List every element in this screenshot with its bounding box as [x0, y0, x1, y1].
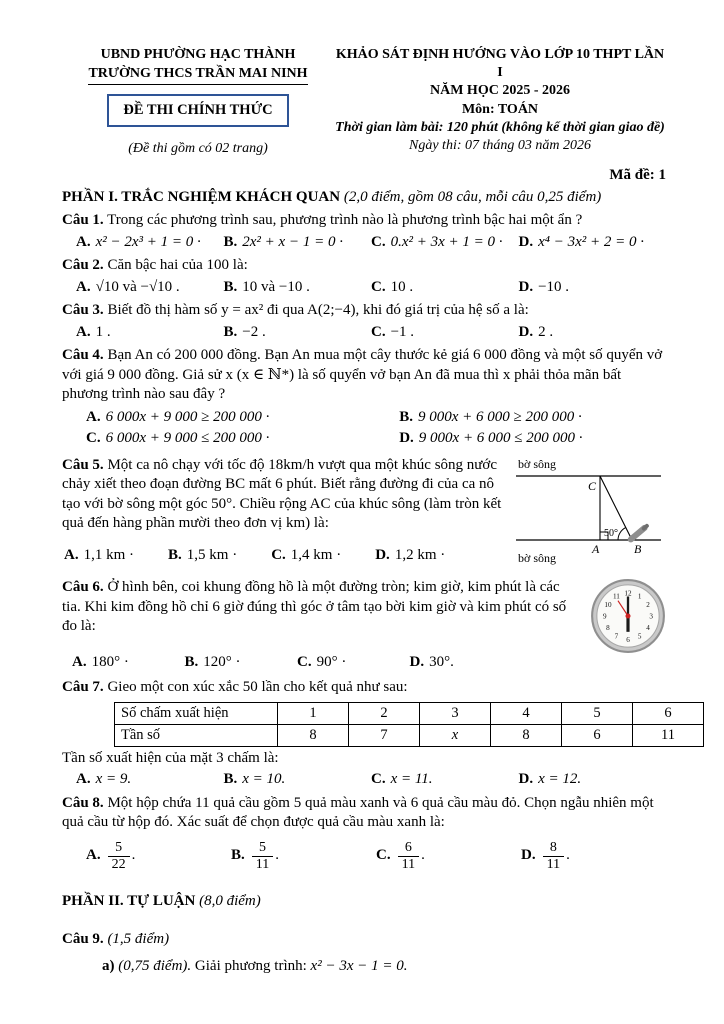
option-3a [76, 323, 224, 343]
question-9-label: Câu 9. [62, 930, 104, 947]
option-6a-text: 180° · [91, 653, 129, 670]
exam-code: Mã đề: 1 [609, 167, 666, 184]
clock-number-6: 6 [626, 636, 630, 645]
question-2-options [76, 278, 666, 298]
option-4b [399, 408, 666, 428]
question-6-column [62, 578, 578, 674]
freq-cell-1: 8 [278, 724, 349, 746]
question-5 [62, 456, 506, 534]
question-7-after-text: Tần số xuất hiện của mặt 3 chấm là: [62, 749, 279, 766]
river-figure-column [516, 456, 666, 573]
question-9-note: (1,5 điểm) [107, 930, 170, 947]
river-figure [516, 456, 661, 566]
option-4d-key: D. [399, 430, 414, 447]
question-7 [62, 678, 666, 698]
question-6-text: Ở hình bên, coi khung đồng hồ là một đường tròn; kim giờ, kim phút là các tia. Khi kim đồng hồ chỉ 6 giờ đúng thì góc ở tâm tạo bời kim giờ và kim phút có số đo là: [62, 579, 567, 635]
option-5c-key: C. [271, 546, 286, 563]
question-1-label: Câu 1. [62, 212, 104, 229]
option-7d [519, 770, 667, 790]
question-9a [102, 957, 666, 977]
option-7d-text: x = 12. [538, 771, 582, 788]
option-6c [297, 653, 410, 673]
option-8b-numerator: 5 [252, 841, 273, 857]
option-8b [231, 839, 376, 873]
option-4b-text: 9 000x + 6 000 ≥ 200 000 · [417, 408, 582, 425]
option-8c-denominator: 11 [401, 856, 416, 872]
question-9a-label: a) [102, 958, 115, 975]
question-5-options [64, 546, 506, 566]
option-2d [519, 278, 667, 298]
option-3b [224, 323, 372, 343]
question-4-options [86, 407, 666, 450]
question-8 [62, 794, 666, 833]
option-7b-text: x = 10. [242, 771, 286, 788]
clock-number-4: 4 [646, 624, 650, 633]
option-6a [72, 653, 185, 673]
question-4 [62, 346, 666, 405]
question-5-column [62, 456, 516, 573]
pages-note: (Đề thi gồm có 02 trang) [128, 141, 268, 157]
option-8a-suffix: . [131, 846, 136, 863]
option-2b-text: 10 và −10 . [242, 278, 310, 295]
part2-title: PHẦN II. TỰ LUẬN [62, 893, 196, 910]
option-6a-key: A. [72, 653, 87, 670]
option-3d-text: 2 . [538, 323, 554, 340]
clock-number-7: 7 [614, 633, 619, 642]
option-6b [185, 653, 298, 673]
clock-figure-column [578, 578, 666, 674]
option-4c [86, 429, 399, 449]
question-7-label: Câu 7. [62, 679, 104, 696]
option-5b-text: 1,5 km · [186, 546, 238, 563]
option-3b-text: −2 . [242, 323, 266, 340]
freq-cell-4: 8 [491, 724, 562, 746]
option-8d-key: D. [521, 846, 536, 863]
question-3-label: Câu 3. [62, 302, 104, 319]
option-5d-key: D. [375, 546, 390, 563]
option-8c-suffix: . [421, 846, 425, 863]
clock-number-9: 9 [602, 612, 607, 621]
table-row-faces [115, 702, 704, 724]
part2-subtitle: (8,0 điểm) [199, 893, 261, 910]
angle-arc [618, 528, 625, 540]
option-5c [271, 546, 341, 566]
option-3a-text: 1 . [95, 323, 111, 340]
option-7a-key: A. [76, 771, 91, 788]
option-8b-suffix: . [275, 846, 279, 863]
question-9 [62, 930, 666, 950]
question-3-text: Biết đồ thị hàm số y = ax² đi qua A(2;−4), khi đó giá trị của hệ số a là: [107, 302, 529, 319]
option-8a [86, 839, 231, 873]
option-1b [224, 233, 372, 253]
duration-note: Thời gian làm bài: 120 phút (không kể thời gian giao đề) [335, 119, 665, 135]
part1-heading [62, 188, 666, 208]
faces-cell-6: 6 [633, 702, 704, 724]
option-6c-key: C. [297, 653, 312, 670]
option-3b-key: B. [223, 323, 238, 340]
option-8a-fraction [108, 841, 130, 873]
option-7c [371, 770, 519, 790]
question-3 [62, 301, 666, 321]
question-9a-note: (0,75 điểm). [118, 958, 192, 975]
option-8d-numerator: 8 [543, 841, 564, 857]
clock-figure [590, 578, 666, 654]
option-5b-key: B. [168, 546, 182, 563]
option-4a-key: A. [86, 408, 101, 425]
option-4b-key: B. [399, 408, 413, 425]
clock-number-1: 1 [637, 592, 642, 601]
option-5a [64, 546, 134, 566]
river-top-bank-label: bờ sông [518, 456, 557, 471]
question-6-label: Câu 6. [62, 579, 104, 596]
part2-heading [62, 892, 666, 912]
exam-date: Ngày thi: 07 tháng 03 năm 2026 [409, 137, 591, 153]
option-2d-key: D. [518, 278, 534, 295]
question-8-label: Câu 8. [62, 794, 104, 811]
option-5d [375, 546, 445, 566]
option-3a-key: A. [76, 323, 91, 340]
question-1-text: Trong các phương trình sau, phương trình nào là phương trình bậc hai một ẩn ? [107, 212, 583, 229]
freq-cell-3: x [420, 724, 491, 746]
clock-number-10: 10 [604, 601, 612, 610]
option-2a-text: √10 và −√10 . [95, 278, 180, 295]
clock-center-dot [625, 614, 630, 619]
clock-number-2: 2 [646, 601, 650, 610]
option-8b-fraction [252, 841, 273, 873]
school-name: TRƯỜNG THCS TRẦN MAI NINH [88, 65, 307, 85]
option-7a [76, 770, 224, 790]
frequency-table [114, 702, 704, 747]
clock-number-5: 5 [637, 633, 642, 642]
option-1d [519, 233, 667, 253]
faces-header-cell: Số chấm xuất hiện [115, 702, 278, 724]
option-8d-suffix: . [566, 846, 570, 863]
option-1a-key: A. [76, 233, 91, 250]
option-8d-fraction [543, 841, 564, 873]
option-6d [410, 653, 523, 673]
option-3d-key: D. [518, 323, 534, 340]
header-right [334, 46, 666, 158]
option-2c-text: 10 . [390, 278, 414, 295]
exam-box-wrap [62, 85, 334, 127]
option-2a-key: A. [76, 278, 91, 295]
table-row-frequency [115, 724, 704, 746]
school-year: NĂM HỌC 2025 - 2026 [430, 83, 570, 99]
question-2-label: Câu 2. [62, 257, 104, 274]
option-7b-key: B. [223, 771, 238, 788]
faces-cell-2: 2 [349, 702, 420, 724]
option-8c [376, 839, 521, 873]
clock-number-11: 11 [612, 592, 620, 601]
point-b-label: B [634, 541, 642, 556]
question-1-options [76, 233, 666, 253]
question-7-text: Gieo một con xúc xắc 50 lần cho kết quả như sau: [107, 679, 408, 696]
angle-label: 50° [604, 527, 618, 539]
option-3c [371, 323, 519, 343]
option-7b [224, 770, 372, 790]
option-4d-text: 9 000x + 6 000 ≤ 200 000 · [418, 430, 583, 447]
question-4-label: Câu 4. [62, 347, 104, 364]
clock-number-12: 12 [624, 589, 632, 598]
header-left [62, 46, 334, 158]
option-1c-key: C. [371, 233, 386, 250]
option-8a-denominator: 22 [111, 856, 126, 872]
faces-cell-4: 4 [491, 702, 562, 724]
question-2 [62, 256, 666, 276]
faces-cell-5: 5 [562, 702, 633, 724]
org-name: UBND PHƯỜNG HẠC THÀNH [100, 47, 296, 62]
question-8-text: Một hộp chứa 11 quả cầu gồm 5 quả màu xanh và 6 quả cầu màu đỏ. Chọn ngẫu nhiên một quả cầu từ hộp đó. Xác suất để chọn được quả cầu màu xanh là: [62, 794, 654, 831]
question-3-options [76, 323, 666, 343]
question-6-wrap [62, 578, 666, 674]
question-4-text: Bạn An có 200 000 đồng. Bạn An mua một cây thước kẻ giá 6 000 đồng và một số quyển vở với giá 9 000 đồng. Giả sử x (x ∈ ℕ*) là số quyển vở bạn An đã mua thì x phải thỏa mãn bất phương trình nào sau đây ? [62, 347, 663, 403]
option-3c-key: C. [371, 323, 386, 340]
option-4c-key: C. [86, 430, 101, 447]
option-2c [371, 278, 519, 298]
option-4d [399, 429, 666, 449]
option-5a-key: A. [64, 546, 79, 563]
point-a-label: A [592, 541, 600, 556]
question-9a-formula: x² − 3x − 1 = 0. [310, 958, 408, 975]
option-8a-key: A. [86, 846, 101, 863]
option-8c-fraction [398, 841, 419, 873]
question-5-text: Một ca nô chạy với tốc độ 18km/h vượt qua một khúc sông nước chảy xiết theo đoạn đường BC mất 6 phút. Biết rằng đường đi của ca nô tạo với bờ sông một góc 50°. Chiều rộng AC của khúc sông (làm tròn kết quả đến hàng phần mười theo đơn vị km) là: [62, 456, 502, 532]
option-6d-text: 30°. [429, 653, 454, 670]
option-5d-text: 1,2 km · [394, 546, 446, 563]
school-name-wrap [62, 64, 334, 85]
option-1a-text: x² − 2x³ + 1 = 0 · [95, 233, 201, 250]
option-4a-text: 6 000x + 9 000 ≥ 200 000 · [105, 408, 270, 425]
part1-title: PHẦN I. TRẮC NGHIỆM KHÁCH QUAN [62, 188, 341, 205]
question-6 [62, 578, 568, 637]
option-7a-text: x = 9. [95, 771, 132, 788]
option-5c-text: 1,4 km · [290, 546, 342, 563]
option-1d-key: D. [518, 233, 534, 250]
freq-cell-5: 6 [562, 724, 633, 746]
option-6b-text: 120° · [203, 653, 241, 670]
faces-cell-3: 3 [420, 702, 491, 724]
option-8b-denominator: 11 [255, 856, 270, 872]
exam-header [62, 46, 666, 158]
option-7c-key: C. [371, 771, 386, 788]
option-3c-text: −1 . [390, 323, 415, 340]
point-c-label: C [588, 478, 597, 493]
option-6d-key: D. [409, 653, 425, 670]
river-bottom-bank-label: bờ sông [518, 550, 557, 565]
option-8d-denominator: 11 [546, 856, 561, 872]
option-8c-numerator: 6 [398, 841, 419, 857]
question-9a-text: Giải phương trình: [194, 958, 307, 975]
question-2-text: Căn bậc hai của 100 là: [107, 257, 248, 274]
option-4a [86, 408, 399, 428]
official-exam-box: ĐỀ THI CHÍNH THỨC [107, 94, 288, 127]
option-8c-key: C. [376, 846, 391, 863]
question-8-options [86, 839, 666, 873]
option-1c-text: 0.x² + 3x + 1 = 0 · [390, 233, 503, 250]
subject: Môn: TOÁN [461, 101, 539, 117]
question-7-options [76, 770, 666, 790]
freq-cell-2: 7 [349, 724, 420, 746]
option-3d [519, 323, 667, 343]
question-6-options [72, 653, 522, 673]
option-8b-key: B. [231, 846, 245, 863]
option-2b-key: B. [223, 278, 238, 295]
option-6c-text: 90° · [316, 653, 347, 670]
option-2c-key: C. [371, 278, 386, 295]
part1-subtitle: (2,0 điểm, gồm 08 câu, mỗi câu 0,25 điểm) [343, 188, 602, 205]
option-8d [521, 839, 666, 873]
freq-header-cell: Tần số [115, 724, 278, 746]
option-7c-text: x = 11. [390, 771, 433, 788]
option-1b-text: 2x² + x − 1 = 0 · [242, 233, 343, 250]
option-1a [76, 233, 224, 253]
option-2b [224, 278, 372, 298]
option-7d-key: D. [518, 771, 534, 788]
option-8a-numerator: 5 [108, 841, 130, 857]
question-5-wrap [62, 456, 666, 573]
question-5-label: Câu 5. [62, 456, 104, 473]
clock-number-8: 8 [606, 624, 610, 633]
option-1d-text: x⁴ − 3x² + 2 = 0 · [538, 233, 644, 250]
option-4c-text: 6 000x + 9 000 ≤ 200 000 · [105, 430, 270, 447]
clock-number-3: 3 [649, 612, 654, 621]
option-2a [76, 278, 224, 298]
option-1c [371, 233, 519, 253]
option-6b-key: B. [184, 653, 199, 670]
option-2d-text: −10 . [538, 278, 570, 295]
freq-cell-6: 11 [633, 724, 704, 746]
exam-title: KHẢO SÁT ĐỊNH HƯỚNG VÀO LỚP 10 THPT LẦN I [335, 47, 665, 81]
faces-cell-1: 1 [278, 702, 349, 724]
option-1b-key: B. [223, 233, 238, 250]
option-5b [168, 546, 237, 566]
question-1 [62, 211, 666, 231]
option-5a-text: 1,1 km · [83, 546, 135, 563]
